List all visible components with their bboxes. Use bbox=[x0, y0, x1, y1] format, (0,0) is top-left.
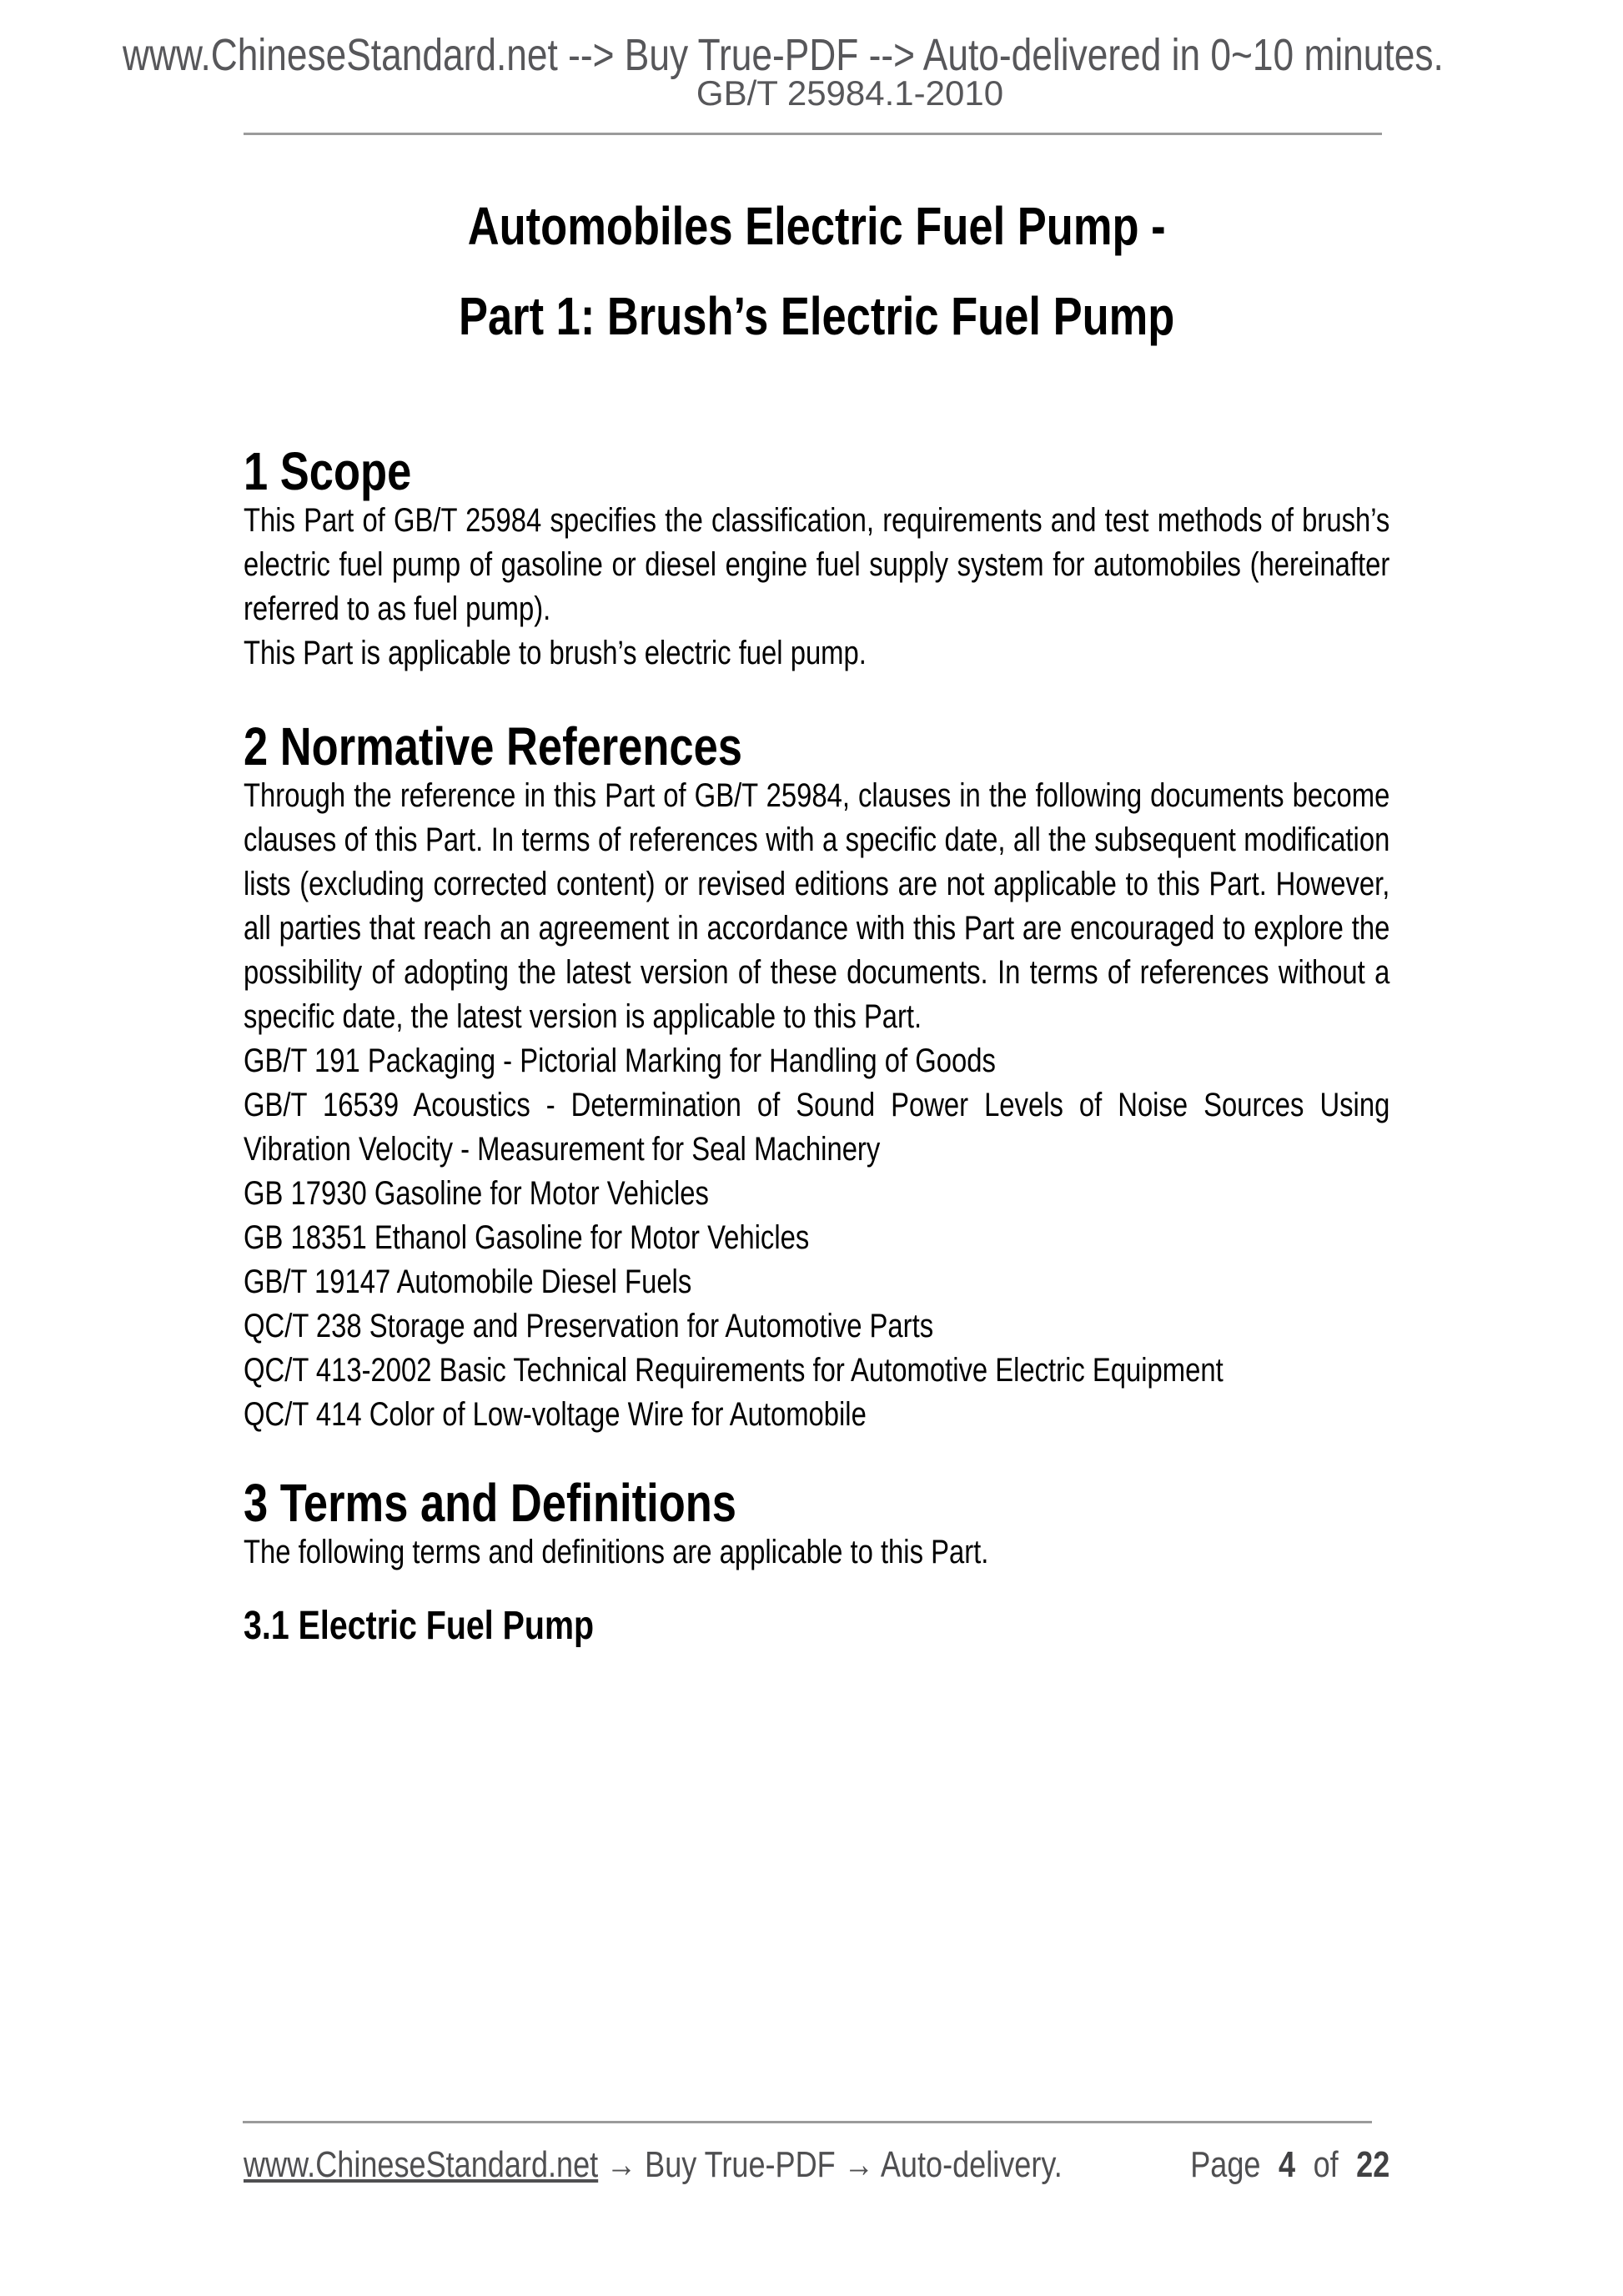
page-label: Page bbox=[1190, 2144, 1261, 2185]
site-header-note: www.ChineseStandard.net --> Buy True-PDF --> Auto-delivered in 0~10 minutes. bbox=[123, 30, 1444, 80]
of-label: of bbox=[1313, 2144, 1339, 2185]
footer-divider bbox=[243, 2121, 1372, 2123]
scope-paragraph-1: This Part of GB/T 25984 specifies the classification, requirements and test methods of brush’s electric fuel pump of gasoline or diesel engine fuel supply system for automobiles (hereinafter referred to as fuel pump). bbox=[244, 502, 1390, 627]
footer-left bbox=[244, 2143, 1063, 2187]
subsection-heading-electric-fuel-pump: 3.1 Electric Fuel Pump bbox=[244, 1604, 594, 1648]
reference-item: GB/T 16539 Acoustics - Determination of Sound Power Levels of Noise Sources Using Vibration Velocity - Measurement for Seal Machinery bbox=[244, 1087, 1390, 1168]
document-title-line2: Part 1: Brush’s Electric Fuel Pump bbox=[458, 286, 1175, 346]
reference-item: GB/T 191 Packaging - Pictorial Marking for Handling of Goods bbox=[244, 1042, 996, 1079]
document-body bbox=[244, 135, 1389, 1650]
terms-intro: The following terms and definitions are applicable to this Part. bbox=[244, 1534, 989, 1570]
section-heading-scope: 1 Scope bbox=[244, 441, 412, 501]
reference-item: QC/T 238 Storage and Preservation for Automotive Parts bbox=[244, 1308, 934, 1344]
page-number-indicator bbox=[1190, 2143, 1389, 2187]
page-footer bbox=[244, 2143, 1389, 2187]
scope-paragraph-2: This Part is applicable to brush’s electric fuel pump. bbox=[244, 635, 867, 671]
reference-item: GB 18351 Ethanol Gasoline for Motor Vehicles bbox=[244, 1219, 810, 1256]
reference-item: GB/T 19147 Automobile Diesel Fuels bbox=[244, 1264, 692, 1300]
reference-item: QC/T 414 Color of Low-voltage Wire for Automobile bbox=[244, 1396, 867, 1433]
standard-code-header: GB/T 25984.1-2010 bbox=[696, 73, 1004, 113]
page-total: 22 bbox=[1356, 2144, 1390, 2185]
document-title-line1: Automobiles Electric Fuel Pump - bbox=[467, 196, 1166, 256]
section-heading-terms-definitions: 3 Terms and Definitions bbox=[244, 1473, 736, 1533]
section-heading-normative-references: 2 Normative References bbox=[244, 716, 742, 776]
footer-site-link[interactable]: www.ChineseStandard.net bbox=[244, 2144, 599, 2185]
reference-item: QC/T 413-2002 Basic Technical Requirements for Automotive Electric Equipment bbox=[244, 1352, 1224, 1389]
normative-references-intro: Through the reference in this Part of GB/T 25984, clauses in the following documents become clauses of this Part. In terms of references with a specific date, all the subsequent modification lists (excluding corrected content) or revised editions are not applicable to this Part. However, all parties that reach an agreement in accordance with this Part are encouraged to explore the possibility of adopting the latest version of these documents. In terms of references without a specific date, the latest version is applicable to this Part. bbox=[244, 777, 1390, 1035]
footer-tagline: → Buy True-PDF → Auto-delivery. bbox=[606, 2144, 1063, 2185]
page-current: 4 bbox=[1278, 2144, 1296, 2185]
reference-item: GB 17930 Gasoline for Motor Vehicles bbox=[244, 1175, 709, 1212]
